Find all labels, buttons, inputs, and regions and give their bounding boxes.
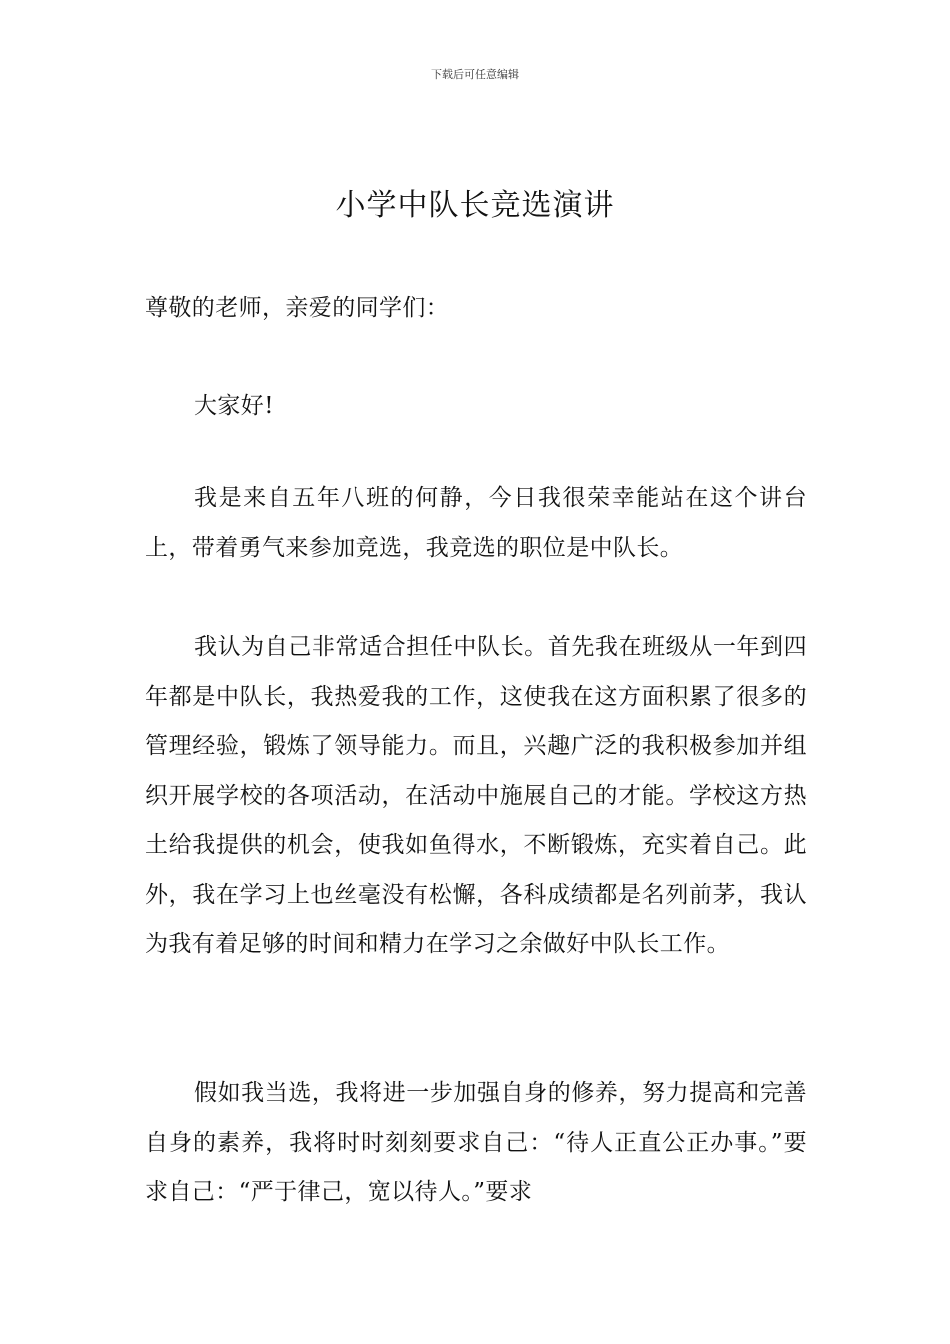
document-title: 小学中队长竞选演讲 [335,188,615,223]
paragraph-introduction: 我是来自五年八班的何静，今日我很荣幸能站在这个讲台上，带着勇气来参加竞选，我竞选的职位是中队长。 [145,485,807,561]
page-header-note: 下载后可任意编辑 [431,68,519,81]
paragraph-commitment: 假如我当选，我将进一步加强自身的修养，努力提高和完善自身的素养，我将时时刻刻要求自己：“待人正直公正办事。”要求自己：“严于律己，宽以待人。”要求 [145,1080,807,1205]
paragraph-qualifications: 我认为自己非常适合担任中队长。首先我在班级从一年到四年都是中队长，我热爱我的工作，这使我在这方面积累了很多的管理经验，锻炼了领导能力。而且，兴趣广泛的我积极参加并组织开展学校的各项活动，在活动中施展自己的才能。学校这方热土给我提供的机会，使我如鱼得水，不断锻炼，充实着自己。此外，我在学习上也丝毫没有松懈，各科成绩都是名列前茅，我认为我有着足够的时间和精力在学习之余做好中队长工作。 [145,634,807,957]
salutation: 尊敬的老师，亲爱的同学们： [145,295,450,321]
greeting-line: 大家好! [194,393,274,419]
